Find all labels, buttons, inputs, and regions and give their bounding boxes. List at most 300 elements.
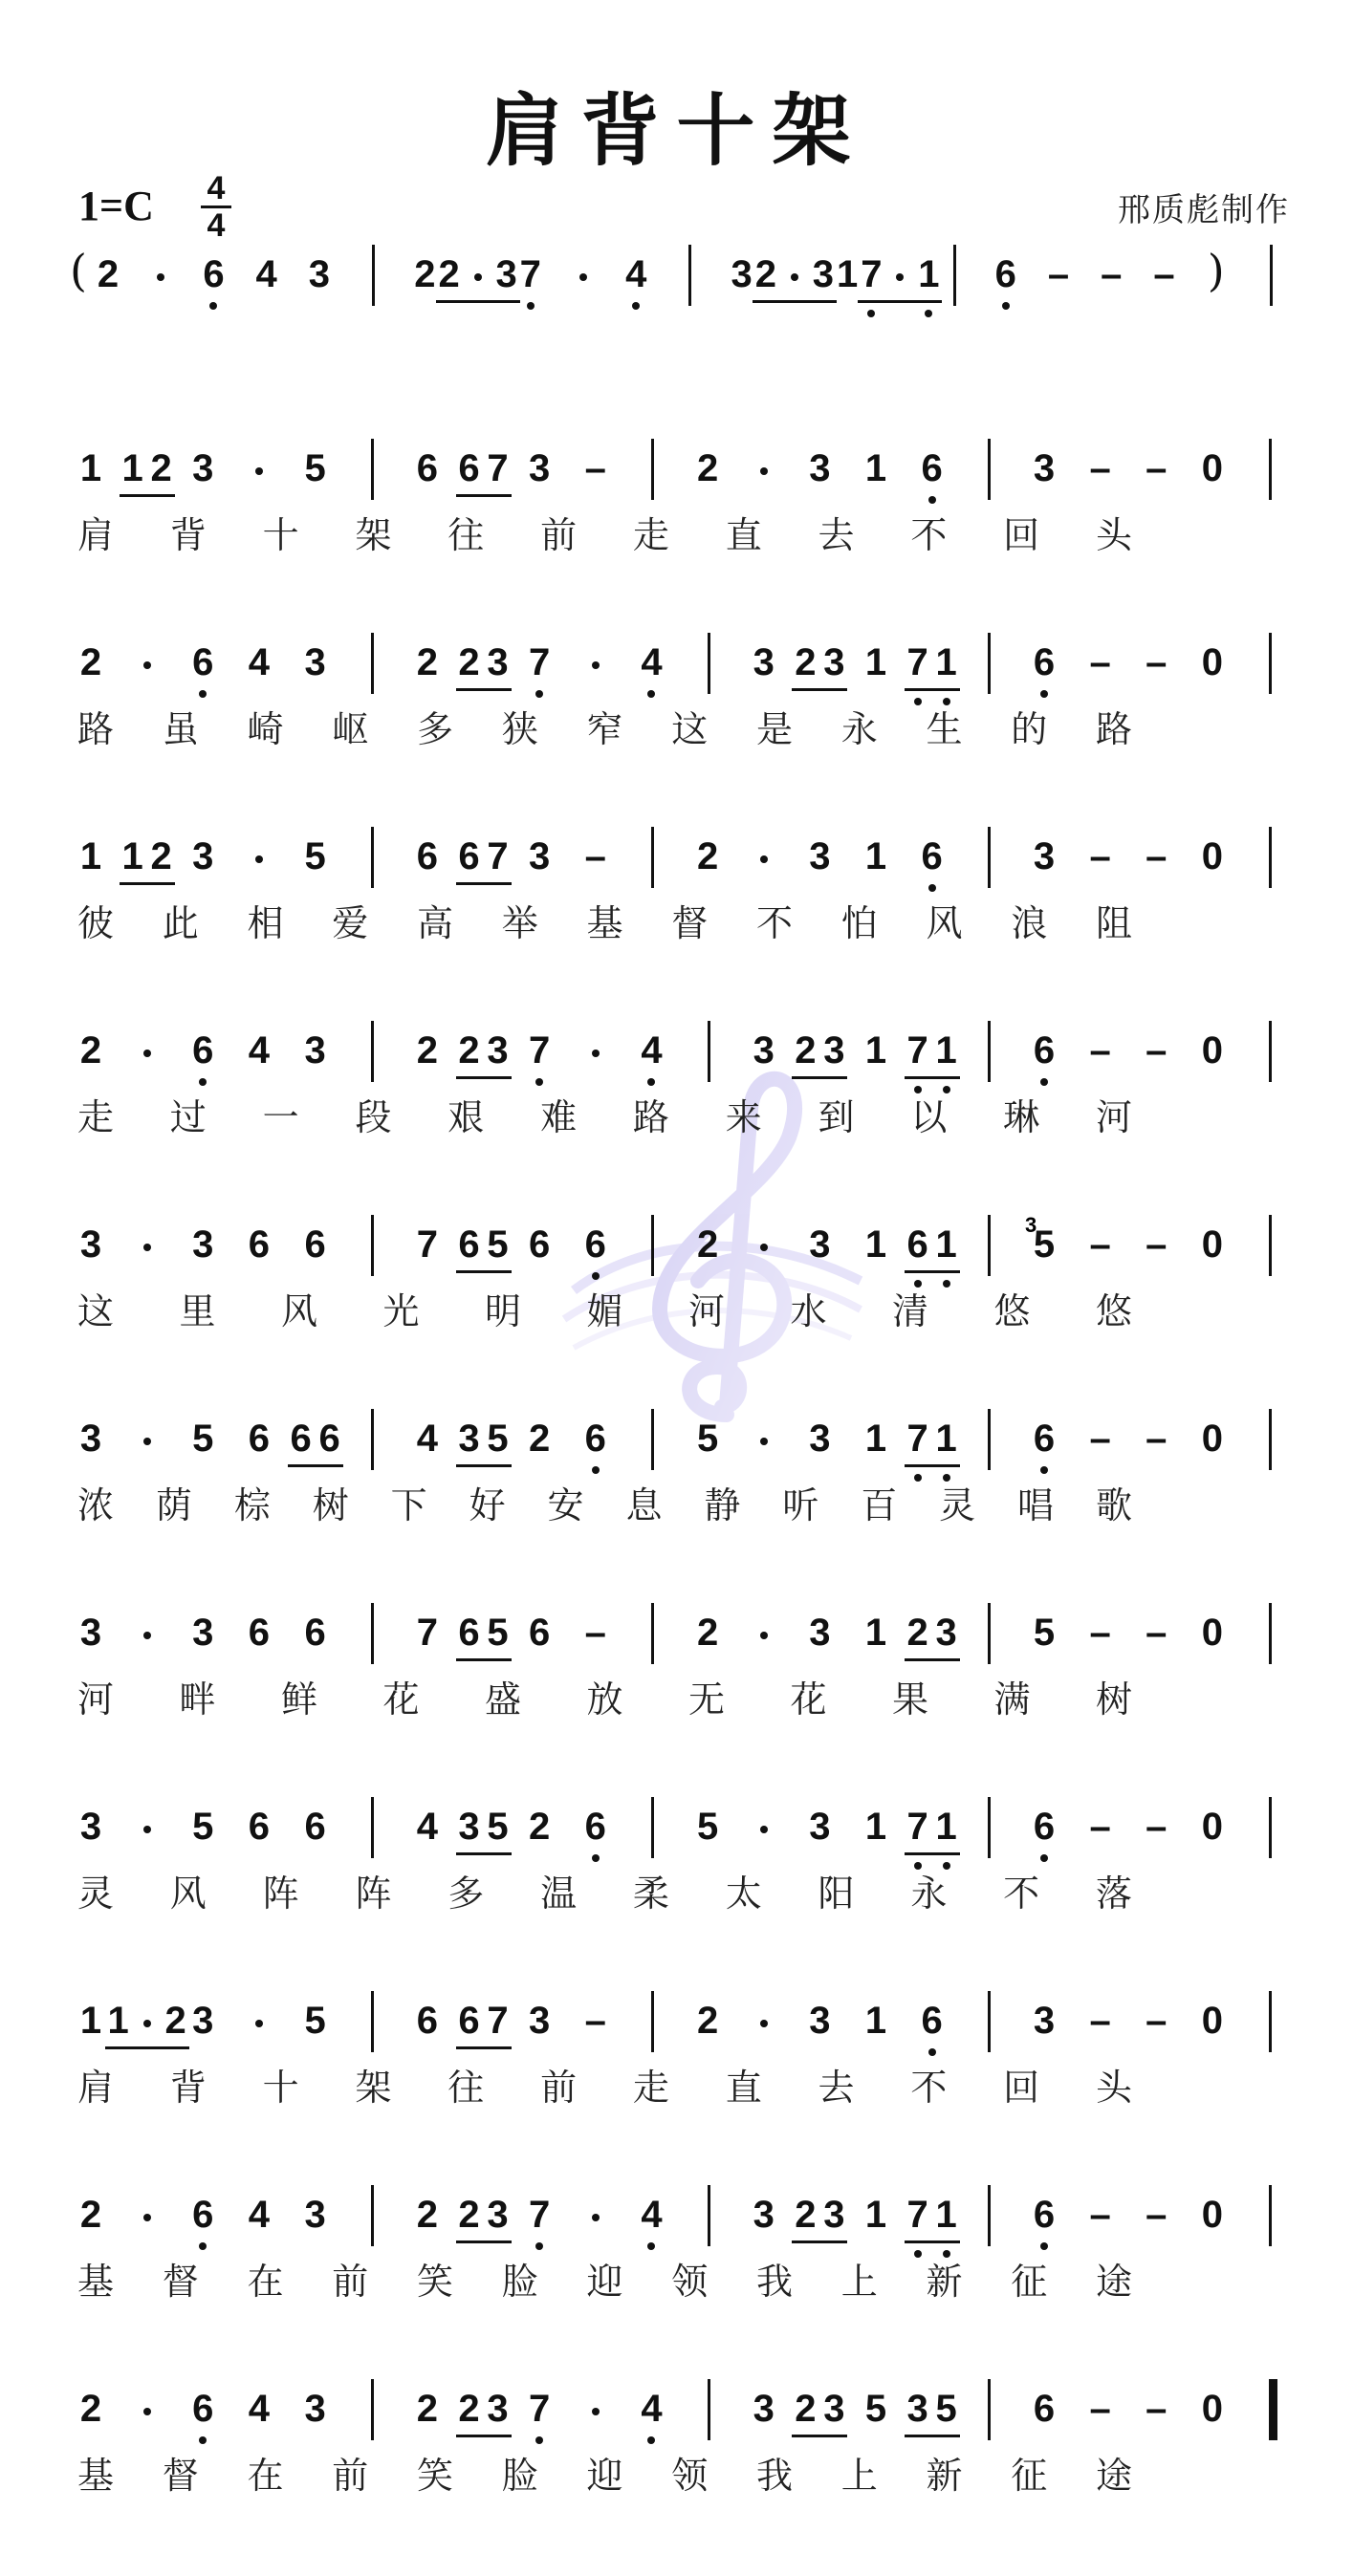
note: 3 — [495, 253, 517, 295]
lyric-syllable: 架 — [355, 2067, 392, 2109]
note: 6 — [1033, 1418, 1056, 1460]
low-octave-dot — [867, 310, 875, 317]
lyric-syllable: 花 — [382, 1678, 420, 1721]
dash-extension: – — [1146, 835, 1168, 877]
dash-extension: – — [1146, 2194, 1168, 2236]
augmentation-dot — [143, 2020, 151, 2027]
lyric-syllable: 督 — [162, 2261, 199, 2303]
barline — [988, 1021, 991, 1082]
note: 1 — [121, 835, 143, 877]
note: 4 — [248, 2194, 271, 2236]
score-system — [0, 1415, 1353, 1606]
note: 3 — [192, 2000, 214, 2042]
dash-extension: – — [584, 835, 606, 877]
low-octave-dot — [647, 2242, 655, 2250]
note: 7 — [519, 253, 541, 295]
note: 6 — [994, 253, 1016, 295]
eighth-underline — [905, 688, 960, 691]
note: 5 — [192, 1418, 214, 1460]
note: 1 — [864, 2194, 887, 2236]
eighth-underline — [456, 2046, 512, 2049]
eighth-underline — [858, 300, 942, 303]
lyric-syllable: 前 — [540, 514, 578, 556]
lyric-syllable: 这 — [76, 1290, 115, 1332]
note: 1 — [79, 2000, 102, 2042]
lyric-syllable: 盛 — [484, 1678, 522, 1721]
eighth-underline — [905, 1270, 960, 1273]
score-system — [0, 639, 1353, 830]
barline — [371, 439, 374, 500]
lyric-syllable: 此 — [162, 902, 199, 944]
note: 6 — [584, 1223, 606, 1266]
score-system — [0, 1027, 1353, 1218]
lyric-syllable: 媚 — [586, 1290, 623, 1332]
lyrics-line — [0, 1088, 1353, 1155]
low-octave-dot — [592, 1272, 600, 1280]
lyric-syllable: 肩 — [76, 514, 115, 556]
note: 3 — [1033, 447, 1056, 489]
lyric-syllable: 好 — [469, 1484, 506, 1526]
note: 6 — [416, 447, 438, 489]
note: 3 — [529, 447, 551, 489]
augmentation-dot — [255, 2020, 263, 2027]
augmentation-dot — [579, 273, 587, 281]
low-octave-dot — [925, 310, 932, 317]
note: 7 — [906, 1806, 928, 1848]
lyric-syllable: 难 — [540, 1096, 578, 1138]
lyric-syllable: 基 — [76, 2261, 115, 2303]
note: 0 — [1201, 1029, 1224, 1072]
low-octave-dot — [928, 2048, 936, 2056]
lyric-syllable: 前 — [540, 2067, 578, 2109]
dash-extension: – — [1089, 447, 1111, 489]
note: 0 — [1201, 1612, 1224, 1654]
note: 2 — [795, 2194, 817, 2236]
note: 1 — [121, 447, 143, 489]
lyric-syllable: 高 — [416, 902, 454, 944]
note: 2 — [906, 1612, 928, 1654]
note: 3 — [192, 1223, 214, 1266]
lyric-syllable: 安 — [547, 1484, 584, 1526]
note: 4 — [641, 2194, 663, 2236]
lyric-syllable: 果 — [891, 1678, 929, 1721]
lyrics-line — [0, 1476, 1353, 1543]
note: 5 — [487, 1223, 509, 1266]
lyric-syllable: 彼 — [76, 902, 115, 944]
note: 3 — [809, 1223, 831, 1266]
lyric-syllable: 这 — [671, 708, 709, 750]
note: 2 — [458, 1029, 480, 1072]
barline — [988, 1991, 991, 2052]
note: 5 — [935, 2388, 957, 2430]
lyric-syllable: 头 — [1095, 514, 1133, 556]
note: 2 — [416, 641, 438, 683]
note: 2 — [416, 2388, 438, 2430]
lyric-syllable: 基 — [586, 902, 623, 944]
note: 3 — [823, 1029, 845, 1072]
augmentation-dot — [143, 2214, 151, 2221]
augmentation-dot — [760, 855, 768, 863]
note: 6 — [921, 835, 943, 877]
eighth-underline — [456, 1658, 512, 1661]
lyric-syllable: 听 — [782, 1484, 819, 1526]
note: 1 — [79, 835, 102, 877]
note: 7 — [529, 2388, 551, 2430]
note: 2 — [79, 641, 102, 683]
note: 1 — [935, 2194, 957, 2236]
note: 3 — [753, 2388, 775, 2430]
lyric-syllable: 阻 — [1095, 902, 1133, 944]
note: 7 — [529, 2194, 551, 2236]
low-octave-dot — [1040, 1078, 1048, 1086]
lyric-syllable: 基 — [76, 2455, 115, 2497]
lyric-syllable: 狭 — [501, 708, 538, 750]
dash-extension: – — [1146, 1223, 1168, 1266]
note: 5 — [864, 2388, 887, 2430]
lyric-syllable: 歌 — [1095, 1484, 1133, 1526]
lyric-syllable: 树 — [1095, 1678, 1133, 1721]
score-system — [0, 1803, 1353, 1994]
note: 6 — [1033, 1029, 1056, 1072]
meter-bottom: 4 — [207, 207, 226, 244]
barline — [1269, 1797, 1272, 1858]
note: 7 — [416, 1223, 438, 1266]
dash-extension: – — [1146, 2000, 1168, 2042]
eighth-underline — [456, 688, 512, 691]
note: 1 — [935, 1223, 957, 1266]
lyric-syllable: 怕 — [840, 902, 878, 944]
note: 5 — [304, 835, 326, 877]
note: 2 — [164, 2000, 186, 2042]
note: 1 — [935, 641, 957, 683]
lyric-syllable: 浪 — [1011, 902, 1048, 944]
low-octave-dot — [647, 1078, 655, 1086]
lyric-syllable: 过 — [169, 1096, 207, 1138]
score-system — [0, 2385, 1353, 2576]
augmentation-dot — [143, 1632, 151, 1639]
note: 6 — [203, 253, 225, 295]
barline — [1269, 439, 1272, 500]
low-octave-dot — [928, 884, 936, 892]
barline — [1269, 1021, 1272, 1082]
lyric-syllable: 河 — [1095, 1096, 1133, 1138]
low-octave-dot — [535, 2242, 543, 2250]
lyric-syllable: 新 — [926, 2261, 963, 2303]
note: 3 — [753, 2194, 775, 2236]
note: 1 — [864, 835, 887, 877]
note: 1 — [79, 447, 102, 489]
note: 2 — [795, 2388, 817, 2430]
note: 6 — [318, 1418, 340, 1460]
note: 2 — [696, 1223, 719, 1266]
barline — [371, 1215, 374, 1276]
note: 3 — [753, 1029, 775, 1072]
eighth-underline — [792, 688, 847, 691]
score-system — [0, 1609, 1353, 1800]
lyric-syllable: 举 — [501, 902, 538, 944]
augmentation-dot — [592, 2408, 600, 2415]
note: 6 — [192, 641, 214, 683]
lyrics-line — [0, 700, 1353, 767]
eighth-underline — [120, 494, 175, 497]
note: 1 — [107, 2000, 129, 2042]
lyric-syllable: 上 — [840, 2455, 878, 2497]
note: 7 — [906, 641, 928, 683]
note: 3 — [812, 253, 835, 295]
note: 6 — [1033, 1806, 1056, 1848]
note: 3 — [529, 2000, 551, 2042]
lyric-syllable: 征 — [1011, 2455, 1048, 2497]
augmentation-dot — [143, 1438, 151, 1445]
note: 4 — [416, 1806, 438, 1848]
note: 5 — [696, 1418, 719, 1460]
note: 6 — [906, 1223, 928, 1266]
dash-extension: – — [1089, 1418, 1111, 1460]
barline — [1269, 2185, 1272, 2246]
lyric-syllable: 河 — [687, 1290, 726, 1332]
lyric-syllable: 太 — [725, 1872, 762, 1915]
note: 6 — [458, 835, 480, 877]
note: 3 — [935, 1612, 957, 1654]
lyric-syllable: 风 — [280, 1290, 318, 1332]
augmentation-dot — [760, 1438, 768, 1445]
barline — [708, 633, 710, 694]
note: 3 — [192, 1612, 214, 1654]
note: 4 — [641, 641, 663, 683]
note: 2 — [97, 253, 120, 295]
barline — [1269, 827, 1272, 888]
augmentation-dot — [760, 1826, 768, 1833]
lyrics-line — [0, 1282, 1353, 1349]
note: 6 — [921, 447, 943, 489]
low-octave-dot — [592, 1466, 600, 1474]
note: 7 — [487, 2000, 509, 2042]
note: 2 — [79, 1029, 102, 1072]
lyric-syllable: 督 — [671, 902, 709, 944]
barline — [651, 1409, 654, 1470]
dash-extension: – — [1089, 2388, 1111, 2430]
eighth-underline — [288, 1464, 343, 1467]
lyric-syllable: 段 — [355, 1096, 392, 1138]
note: 6 — [584, 1806, 606, 1848]
note: 4 — [248, 641, 271, 683]
eighth-underline — [905, 2435, 960, 2437]
lyric-syllable: 不 — [1003, 1872, 1040, 1915]
lyric-syllable: 鲜 — [280, 1678, 318, 1721]
score-system — [0, 2191, 1353, 2382]
note: 3 — [529, 835, 551, 877]
dash-extension: – — [1146, 2388, 1168, 2430]
lyric-syllable: 领 — [671, 2261, 709, 2303]
lyric-syllable: 脸 — [501, 2261, 538, 2303]
note: 5 — [487, 1806, 509, 1848]
augmentation-dot — [760, 2020, 768, 2027]
augmentation-dot — [592, 661, 600, 669]
barline — [651, 439, 654, 500]
note: 7 — [487, 835, 509, 877]
note: 7 — [906, 2194, 928, 2236]
barline — [651, 1215, 654, 1276]
lyric-syllable: 悠 — [1095, 1290, 1133, 1332]
note: 5 — [192, 1806, 214, 1848]
barline — [371, 1603, 374, 1664]
note: 7 — [529, 1029, 551, 1072]
dash-extension: – — [1089, 2000, 1111, 2042]
note: 2 — [79, 2388, 102, 2430]
note: 0 — [1201, 835, 1224, 877]
lyric-syllable: 路 — [632, 1096, 669, 1138]
lyrics-line — [0, 1670, 1353, 1737]
barline — [708, 1021, 710, 1082]
lyric-syllable: 走 — [76, 1096, 115, 1138]
note: 6 — [458, 447, 480, 489]
note: 3 — [304, 641, 326, 683]
lyric-syllable: 不 — [755, 902, 794, 944]
augmentation-dot — [592, 2214, 600, 2221]
lyric-syllable: 落 — [1095, 1872, 1133, 1915]
barline — [1269, 1603, 1272, 1664]
low-octave-dot — [1040, 2242, 1048, 2250]
notation-line — [0, 245, 1353, 356]
note: 3 — [79, 1806, 102, 1848]
note: 6 — [584, 1418, 606, 1460]
low-octave-dot — [535, 690, 543, 698]
score-system — [0, 1997, 1353, 2188]
dash-extension: – — [1089, 1612, 1111, 1654]
score-system — [0, 245, 1353, 442]
lyric-syllable: 迎 — [586, 2261, 623, 2303]
lyric-syllable: 多 — [447, 1872, 485, 1915]
note: 6 — [304, 1612, 326, 1654]
lyric-syllable: 的 — [1011, 708, 1048, 750]
lyric-syllable: 征 — [1011, 2261, 1048, 2303]
grace-note: 3 — [1024, 1213, 1037, 1237]
augmentation-dot — [143, 2408, 151, 2415]
barline — [988, 633, 991, 694]
note: 0 — [1201, 1223, 1224, 1266]
note: 5 — [1033, 1612, 1056, 1654]
lyric-syllable: 笑 — [416, 2455, 454, 2497]
lyric-syllable: 悠 — [993, 1290, 1031, 1332]
note: 6 — [192, 1029, 214, 1072]
dash-extension: – — [1146, 447, 1168, 489]
lyric-syllable: 往 — [447, 2067, 485, 2109]
note: 2 — [458, 641, 480, 683]
barline — [1270, 245, 1273, 306]
note: 6 — [458, 1612, 480, 1654]
lyric-syllable: 往 — [447, 514, 485, 556]
eighth-underline — [753, 300, 837, 303]
eighth-underline — [905, 1464, 960, 1467]
low-octave-dot — [209, 302, 217, 310]
dash-extension: – — [1146, 1806, 1168, 1848]
lyric-syllable: 放 — [586, 1678, 623, 1721]
lyric-syllable: 前 — [332, 2261, 369, 2303]
note: 1 — [864, 1418, 887, 1460]
eighth-underline — [792, 1076, 847, 1079]
lyric-syllable: 新 — [926, 2455, 963, 2497]
note: 3 — [809, 835, 831, 877]
lyric-syllable: 树 — [312, 1484, 349, 1526]
open-paren: ( — [70, 245, 87, 296]
lyrics-line — [0, 2058, 1353, 2125]
note: 0 — [1201, 2194, 1224, 2236]
barline — [688, 245, 691, 306]
lyric-syllable: 头 — [1095, 2067, 1133, 2109]
note: 5 — [487, 1418, 509, 1460]
barline — [988, 439, 991, 500]
note: 3 — [458, 1418, 480, 1460]
low-octave-dot — [647, 690, 655, 698]
eighth-underline — [456, 494, 512, 497]
eighth-underline — [905, 1658, 960, 1661]
note: 1 — [864, 1806, 887, 1848]
note: 3 — [809, 1612, 831, 1654]
note: 3 — [192, 835, 214, 877]
lyric-syllable: 灵 — [76, 1872, 115, 1915]
eighth-underline — [120, 882, 175, 885]
lyric-syllable: 清 — [891, 1290, 929, 1332]
dash-extension: – — [1146, 1029, 1168, 1072]
note: 3 — [79, 1223, 102, 1266]
eighth-underline — [792, 2435, 847, 2437]
note: 3 — [304, 2194, 326, 2236]
note: 4 — [625, 253, 647, 295]
augmentation-dot — [143, 1244, 151, 1251]
low-octave-dot — [1040, 690, 1048, 698]
barline — [1269, 1215, 1272, 1276]
barline — [1269, 1409, 1272, 1470]
note: 1 — [864, 1223, 887, 1266]
barline — [371, 2185, 374, 2246]
lyric-syllable: 在 — [247, 2261, 284, 2303]
barline — [1269, 1991, 1272, 2052]
augmentation-dot — [760, 1632, 768, 1639]
eighth-underline — [792, 2240, 847, 2243]
eighth-underline — [456, 2240, 512, 2243]
note: 2 — [414, 253, 436, 295]
dash-extension: – — [1146, 641, 1168, 683]
note: 6 — [290, 1418, 312, 1460]
lyric-syllable: 途 — [1095, 2455, 1133, 2497]
low-octave-dot — [527, 302, 535, 310]
note: 2 — [79, 2194, 102, 2236]
low-octave-dot — [592, 1854, 600, 1862]
eighth-underline — [905, 1852, 960, 1855]
note: 6 — [248, 1223, 271, 1266]
lyric-syllable: 棕 — [233, 1484, 271, 1526]
lyric-syllable: 前 — [332, 2455, 369, 2497]
low-octave-dot — [199, 2436, 207, 2444]
note: 0 — [1201, 641, 1224, 683]
dash-extension: – — [584, 1612, 606, 1654]
lyric-syllable: 去 — [818, 514, 855, 556]
note: 7 — [906, 1418, 928, 1460]
dash-extension: – — [1089, 1223, 1111, 1266]
lyrics-line — [0, 1864, 1353, 1931]
augmentation-dot — [791, 273, 798, 281]
note: 6 — [248, 1418, 271, 1460]
note: 3 — [809, 1806, 831, 1848]
note: 2 — [416, 1029, 438, 1072]
lyric-syllable: 阵 — [262, 1872, 299, 1915]
note: 1 — [918, 253, 940, 295]
eighth-underline — [456, 1270, 512, 1273]
note: 1 — [935, 1029, 957, 1072]
barline — [651, 1603, 654, 1664]
note: 2 — [795, 641, 817, 683]
lyric-syllable: 无 — [687, 1678, 726, 1721]
